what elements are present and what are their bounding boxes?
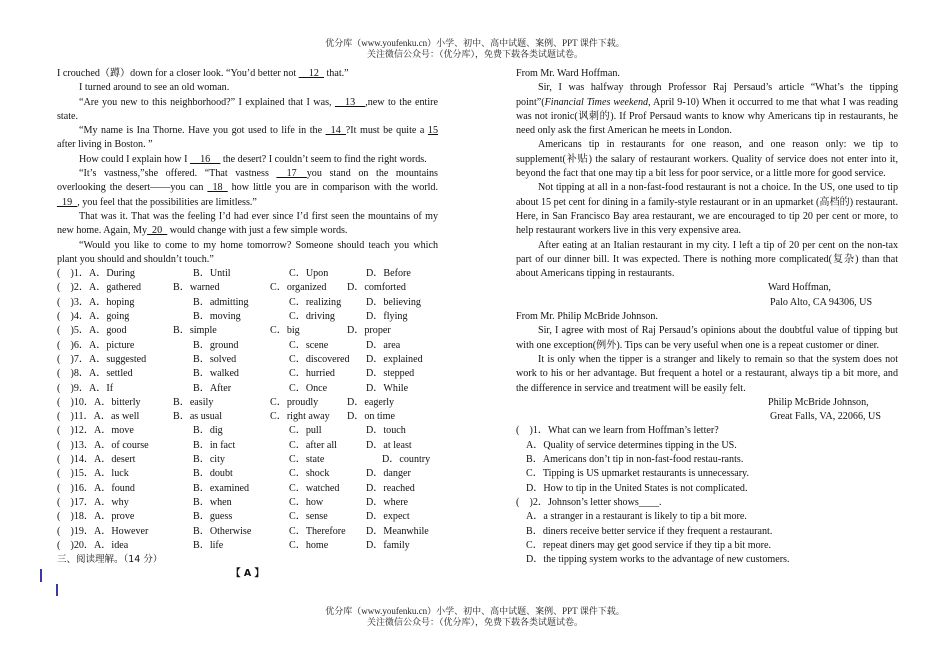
cloze-option-row	[57, 424, 438, 438]
cloze-option-d[interactable]: D．where	[366, 496, 409, 508]
cloze-option-b[interactable]: B．warned	[173, 282, 220, 294]
cloze-option-d[interactable]: D．family	[366, 539, 410, 551]
cloze-option-b[interactable]: B．examined	[193, 482, 250, 494]
cloze-option-c[interactable]: C．watched	[289, 482, 340, 494]
question-1-option-b[interactable]: B．Americans don’t tip in non-fast-food restau-rants.	[526, 454, 744, 466]
cloze-option-b[interactable]: B．moving	[193, 311, 241, 323]
text-cursor-bar	[40, 569, 42, 582]
cloze-number-option-a: ( )19．A．However	[57, 525, 149, 537]
cloze-option-row	[57, 353, 438, 367]
cloze-option-d[interactable]: D．on time	[347, 411, 395, 423]
cloze-option-row	[57, 382, 438, 396]
letter-paragraph-6: It is only when the tipper is a stranger and likely to remain so that the system does not work to his or her advantage. But frequent a hotel or a restaurant, always tip a bit more, and the difference in service and treatment will be easily felt.	[516, 353, 898, 394]
blank-19: _19_	[57, 196, 78, 208]
cloze-number-option-a: ( )9．A．If	[57, 382, 114, 394]
cloze-option-b[interactable]: B．as usual	[173, 411, 223, 423]
cloze-option-c[interactable]: C．proudly	[270, 396, 319, 408]
cloze-option-c[interactable]: C．how	[289, 496, 324, 508]
paragraph-5: How could I explain how I __16__ the desert? I couldn’t seem to find the right words.	[79, 153, 427, 165]
cloze-option-c[interactable]: C．shock	[289, 468, 330, 480]
blank-18: _18_	[207, 182, 228, 194]
cloze-option-b[interactable]: B．in fact	[193, 439, 236, 451]
cloze-option-d[interactable]: D．Meanwhile	[366, 525, 429, 537]
paragraph-3: “Are you new to this neighborhood?” I explained that I was, __13__,new to the entire state.	[57, 96, 438, 122]
letter-paragraph-1: Sir, I was halfway through Professor Raj Persaud’s article “What’s the tipping point”(Financial Times weekend, April 9-10) When it occurred to me that what I was reading was not ironic(讽刺的). If Prof Persaud wants to know why Americans tip in restaurants, he need only ask the first American he meets in London.	[516, 82, 898, 137]
question-2-option-c[interactable]: C．repeat diners may get good service if they tip a bit more.	[526, 539, 771, 551]
blank-20: _20_	[147, 225, 168, 237]
paragraph-2: I turned around to see an old woman.	[79, 82, 230, 94]
cloze-option-c[interactable]: C．scene	[289, 339, 329, 351]
signature-hoffman-address: Palo Alto, CA 94306, US	[770, 296, 873, 308]
paragraph-8: “Would you like to come to my home tomorrow? Someone should teach you which plant you should and shouldn’t touch.”	[57, 239, 438, 265]
page-footer	[0, 606, 950, 628]
cloze-option-d[interactable]: D．believing	[366, 296, 421, 308]
cloze-option-d[interactable]: D．touch	[366, 425, 406, 437]
footer-line-1: 优分库（www.youfenku.cn）小学、初中、高中试题、案例、PPT 课件下载。	[325, 606, 625, 616]
cloze-option-d[interactable]: D．comforted	[347, 282, 406, 294]
cloze-option-d[interactable]: D．reached	[366, 482, 415, 494]
cloze-option-d[interactable]: D．stepped	[366, 368, 415, 380]
cloze-option-d[interactable]: D．area	[366, 339, 401, 351]
signature-johnson-name: Philip McBride Johnson,	[768, 396, 869, 408]
cloze-option-d[interactable]: D．explained	[366, 353, 423, 365]
paragraph-4: “My name is Ina Thorne. Have you got used to life in the _14_?It must be quite a 15 after living in Boston. ”	[57, 125, 438, 151]
cloze-option-c[interactable]: C．after all	[289, 439, 337, 451]
cloze-option-c[interactable]: C．Therefore	[289, 525, 346, 537]
cloze-number-option-a: ( )18．A．prove	[57, 511, 135, 523]
question-1-option-a[interactable]: A．Quality of service determines tipping in the US.	[526, 439, 737, 451]
cloze-number-option-a: ( )15．A．luck	[57, 468, 129, 480]
cloze-option-b[interactable]: B．when	[193, 496, 232, 508]
cloze-option-d[interactable]: D．While	[366, 382, 409, 394]
cloze-option-c[interactable]: C．hurried	[289, 368, 335, 380]
cloze-option-row	[57, 339, 438, 353]
cloze-option-c[interactable]: C．home	[289, 539, 329, 551]
cloze-number-option-a: ( )14．A．desert	[57, 454, 136, 466]
options-list	[57, 267, 438, 553]
cloze-option-row	[57, 310, 438, 324]
paragraph-7: That was it. That was the feeling I’d had ever since I’d first seen the mountains of my new home. Again, My_20_ would change with just a few simple words.	[57, 210, 438, 237]
letter-paragraph-2: Americans tip in restaurants for one reason, and one reason only: we tip to supplement(补贴) the salary of restaurant workers. Quality of service does not enter into it, beyond the fact that one may tip a bit less for poor service, or a little more for good service.	[516, 139, 898, 180]
cloze-option-c[interactable]: C．organized	[270, 282, 327, 294]
cloze-number-option-a: ( )16．A．found	[57, 482, 135, 494]
cloze-option-b[interactable]: B．life	[193, 539, 224, 551]
letter-paragraph-5: Sir, I agree with most of Raj Persaud’s opinions about the doubtful value of tipping but with one exception(例外). Tips can be very useful when one is a repeat customer or diner.	[516, 325, 898, 351]
header-line-2: 关注微信公众号：（优分库），免费下载各类试题试卷。	[366, 49, 583, 59]
question-1-option-d[interactable]: D．How to tip in the United States is not complicated.	[526, 482, 748, 494]
cloze-number-option-a: ( )8．A．settled	[57, 368, 133, 380]
blank-13: __13__	[334, 96, 366, 108]
cloze-option-c[interactable]: C．discovered	[289, 353, 350, 365]
question-2-option-b[interactable]: B．diners receive better service if they frequent a restaurant.	[526, 525, 773, 537]
cloze-option-row	[57, 510, 438, 524]
blank-15: 15	[427, 125, 438, 137]
cloze-option-d[interactable]: D．Before	[366, 268, 411, 280]
cloze-option-b[interactable]: B．walked	[193, 368, 239, 380]
cloze-option-c[interactable]: C．Once	[289, 382, 328, 394]
letter-from-hoffman: From Mr. Ward Hoffman.	[516, 68, 620, 79]
right-column	[516, 67, 898, 567]
cloze-option-row	[57, 482, 438, 496]
cloze-option-c[interactable]: C．right away	[270, 411, 330, 423]
question-2-option-a[interactable]: A．a stranger in a restaurant is likely to tip a bit more.	[526, 511, 747, 523]
cloze-option-row	[57, 467, 438, 481]
cloze-number-option-a: ( )4．A．going	[57, 311, 130, 323]
cloze-number-option-a: ( )1．A．During	[57, 268, 135, 280]
question-1-option-c[interactable]: C．Tipping is US upmarket restaurants is unnecessary.	[526, 468, 749, 480]
cloze-option-c[interactable]: C．realizing	[289, 296, 342, 308]
cloze-option-b[interactable]: B．After	[193, 382, 232, 394]
cloze-option-d[interactable]: D．flying	[366, 311, 408, 323]
cloze-option-b[interactable]: B．easily	[173, 396, 214, 408]
cloze-option-b[interactable]: B．ground	[193, 339, 239, 351]
blank-16: __16__	[190, 153, 221, 165]
cloze-option-row	[57, 324, 438, 338]
cloze-number-option-a: ( )17．A．why	[57, 496, 129, 508]
cloze-option-b[interactable]: B．solved	[193, 353, 237, 365]
cloze-option-b[interactable]: B．Otherwise	[193, 525, 252, 537]
cloze-option-row	[57, 496, 438, 510]
signature-johnson-address: Great Falls, VA, 22066, US	[770, 411, 881, 423]
cloze-option-row	[57, 296, 438, 310]
blank-12: __12_	[298, 68, 324, 79]
cloze-option-d[interactable]: D．danger	[366, 468, 411, 480]
cloze-option-row	[57, 453, 438, 467]
left-column	[57, 67, 438, 582]
cloze-option-c[interactable]: C．pull	[289, 425, 322, 437]
letter-paragraph-4: After eating at an Italian restaurant in my city. I left a tip of 20 per cent on the non-tax part of our dinner bill. It was expected. There is nothing more complicated(复杂) than that about Americans tipping in restaurants.	[516, 239, 898, 280]
cloze-option-row	[57, 367, 438, 381]
cloze-number-option-a: ( )13．A．of course	[57, 439, 149, 451]
cloze-number-option-a: ( )3．A．hoping	[57, 296, 135, 308]
cloze-option-c[interactable]: C．Upon	[289, 268, 329, 280]
cloze-option-row	[57, 439, 438, 453]
cloze-number-option-a: ( )5．A．good	[57, 325, 127, 337]
cloze-option-row	[57, 525, 438, 539]
cloze-option-c[interactable]: C．big	[270, 325, 300, 337]
cloze-option-d[interactable]: D．at least	[366, 439, 412, 451]
footer-line-2: 关注微信公众号：（优分库），免费下载各类试题试卷。	[366, 617, 583, 627]
cloze-option-d[interactable]: D．expect	[366, 511, 410, 523]
cloze-option-b[interactable]: B．city	[193, 454, 225, 466]
cloze-option-b[interactable]: B．dig	[193, 425, 223, 437]
paragraph-1: I crouched（蹲）down for a closer look. “You’d better not __12_ that.”	[57, 68, 349, 79]
cloze-option-row	[57, 410, 438, 424]
cloze-option-row	[57, 267, 438, 281]
cloze-option-c[interactable]: C．driving	[289, 311, 335, 323]
cloze-number-option-a: ( )2．A．gathered	[57, 282, 142, 294]
cloze-option-d[interactable]: D．country	[382, 454, 431, 466]
page-header	[0, 38, 950, 60]
letter-from-johnson: From Mr. Philip McBride Johnson.	[516, 311, 658, 323]
cloze-option-row	[57, 539, 438, 553]
cloze-number-option-a: ( )6．A．picture	[57, 339, 135, 351]
question-2-stem: ( )2．Johnson’s letter shows____.	[516, 496, 662, 508]
cloze-option-row	[57, 396, 438, 410]
cloze-number-option-a: ( )20．A．idea	[57, 539, 129, 551]
question-1-stem: ( )1．What can we learn from Hoffman’s letter?	[516, 425, 719, 437]
question-2-option-d[interactable]: D．the tipping system works to the advantage of new customers.	[526, 554, 790, 566]
text-cursor-bar	[56, 584, 58, 596]
cloze-option-b[interactable]: B．Until	[193, 268, 231, 280]
cloze-option-row	[57, 281, 438, 295]
blank-17: __17__	[276, 168, 307, 180]
letter-paragraph-3: Not tipping at all in a non-fast-food restaurant is not a choice. In the US, one used to tip about 15 pet cent for dining in a family-style restaurant or in an upmarket (高档的) restaurant. Here, in San Francisco Bay area restaurant, we are encouraged to tip 20 per cent or more, to help restaurant workers live in this very expensive area.	[516, 182, 898, 237]
cloze-option-c[interactable]: C．state	[289, 454, 325, 466]
cloze-option-b[interactable]: B．doubt	[193, 468, 233, 480]
paragraph-6: “It’s vastness,”she offered. “That vastness __17__you stand on the mountains overlooking the desert——you can _18_ how little you are in comparison with the world. _19_, you feel that the possibilities are limitless.”	[57, 168, 438, 208]
cloze-number-option-a: ( )11．A．as well	[57, 411, 140, 423]
cloze-option-b[interactable]: B．guess	[193, 511, 233, 523]
section-title: 三、阅读理解。（14 分）	[57, 554, 163, 566]
blank-14: _14_	[325, 125, 346, 137]
cloze-option-d[interactable]: D．eagerly	[347, 396, 395, 408]
cloze-number-option-a: ( )7．A．suggested	[57, 353, 147, 365]
cloze-option-c[interactable]: C．sense	[289, 511, 328, 523]
cloze-option-b[interactable]: B．admitting	[193, 296, 249, 308]
cloze-option-b[interactable]: B．simple	[173, 325, 217, 337]
cloze-number-option-a: ( )12．A．move	[57, 425, 134, 437]
cloze-option-d[interactable]: D．proper	[347, 325, 391, 337]
passage-title: 【 A 】	[231, 568, 264, 580]
header-line-1: 优分库（www.youfenku.cn）小学、初中、高中试题、案例、PPT 课件下载。	[325, 38, 625, 48]
cloze-number-option-a: ( )10．A．bitterly	[57, 396, 141, 408]
signature-hoffman-name: Ward Hoffman,	[768, 282, 831, 294]
